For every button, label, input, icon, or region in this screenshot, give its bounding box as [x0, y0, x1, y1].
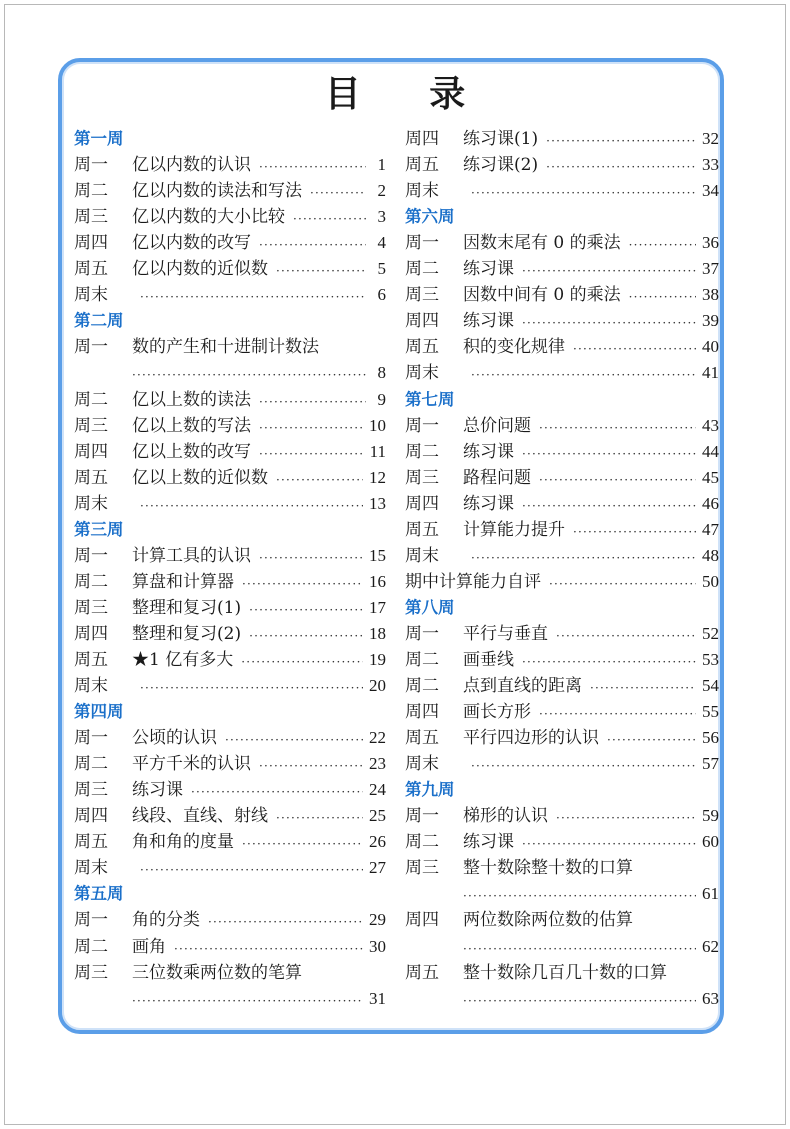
entry-title: 练习课(1): [463, 129, 539, 150]
entry-page: 10: [369, 415, 386, 435]
page-title: 目 录: [324, 73, 494, 115]
toc-entry[interactable]: [405, 827, 719, 853]
dot-leader: [522, 653, 696, 671]
toc-entry-continuation[interactable]: [405, 984, 719, 1010]
week-heading: 第五周: [74, 884, 124, 904]
entry-day: 周末: [74, 285, 108, 306]
entry-day: 周三: [405, 285, 439, 306]
toc-entry[interactable]: [405, 176, 719, 202]
entry-title: 平行与垂直: [463, 623, 548, 644]
toc-entry[interactable]: [74, 931, 386, 957]
toc-entry[interactable]: [405, 853, 719, 879]
toc-entry[interactable]: [405, 515, 719, 541]
entry-title: 整十数除整十数的口算: [463, 858, 633, 879]
dot-leader: [522, 445, 696, 463]
entry-title: 因数末尾有 0 的乘法: [463, 233, 621, 254]
toc-entry[interactable]: [74, 749, 386, 775]
dot-leader: [471, 184, 696, 202]
entry-page: 62: [702, 936, 719, 956]
week-heading: 第三周: [74, 519, 124, 539]
toc-entry[interactable]: [74, 228, 386, 254]
entry-page: 34: [702, 181, 719, 201]
dot-leader: [249, 627, 363, 645]
entry-page: 57: [702, 754, 719, 774]
entry-page: 17: [369, 597, 386, 617]
dot-leader: [549, 575, 696, 593]
dot-leader: [293, 210, 366, 228]
dot-leader: [573, 340, 696, 358]
entry-day: 周末: [74, 858, 108, 879]
toc-entry[interactable]: [405, 150, 719, 176]
entry-day: 周一: [74, 545, 108, 566]
toc-entry[interactable]: [74, 150, 386, 176]
dot-leader: [276, 471, 363, 489]
entry-title: 数的产生和十进制计数法: [132, 337, 319, 358]
entry-day: 周一: [74, 728, 108, 749]
entry-day: 周二: [405, 441, 439, 462]
toc-entry[interactable]: [405, 697, 719, 723]
entry-page: 30: [369, 936, 386, 956]
dot-leader: [522, 497, 696, 515]
week-heading: 第九周: [405, 780, 455, 800]
entry-title: 整理和复习(1): [132, 597, 242, 618]
dot-leader: [259, 236, 366, 254]
dot-leader: [259, 549, 363, 567]
entry-page: 52: [702, 623, 719, 643]
entry-day: 周末: [405, 754, 439, 775]
entry-day: 周四: [405, 311, 439, 332]
toc-entry[interactable]: [74, 671, 386, 697]
entry-title: 整十数除几百几十数的口算: [463, 962, 667, 983]
entry-day: 周四: [405, 129, 439, 150]
entry-page: 4: [377, 233, 386, 253]
dot-leader: [471, 549, 696, 567]
dot-leader: [539, 705, 696, 723]
dot-leader: [471, 757, 696, 775]
toc-entry[interactable]: [74, 801, 386, 827]
toc-entry[interactable]: [405, 723, 719, 749]
entry-title: 整理和复习(2): [132, 623, 242, 644]
toc-entry[interactable]: [74, 254, 386, 280]
toc-entry[interactable]: [405, 228, 719, 254]
entry-page: 27: [369, 858, 386, 878]
entry-title: 点到直线的距离: [463, 676, 582, 697]
week-heading: 第七周: [405, 389, 455, 409]
entry-title: 总价问题: [463, 415, 531, 436]
toc-entry[interactable]: [74, 593, 386, 619]
entry-title: 算盘和计算器: [132, 571, 234, 592]
dot-leader: [556, 809, 696, 827]
entry-page: 43: [702, 415, 719, 435]
entry-page: 20: [369, 676, 386, 696]
dot-leader: [242, 575, 363, 593]
entry-day: 周末: [405, 363, 439, 384]
dot-leader: [140, 497, 363, 515]
toc-entry[interactable]: [405, 645, 719, 671]
entry-day: 周四: [74, 441, 108, 462]
toc-entry[interactable]: [405, 463, 719, 489]
entry-day: 周末: [405, 181, 439, 202]
week-heading: 第八周: [405, 597, 455, 617]
entry-title: 练习课(2): [463, 155, 539, 176]
entry-title: 亿以上数的近似数: [132, 467, 268, 488]
entry-day: 周四: [405, 702, 439, 723]
toc-entry[interactable]: [405, 671, 719, 697]
entry-page: 22: [369, 728, 386, 748]
entry-day: 周二: [405, 676, 439, 697]
dot-leader: [471, 366, 696, 384]
toc-entry-continuation[interactable]: [405, 879, 719, 905]
entry-page: 18: [369, 623, 386, 643]
toc-entry[interactable]: [74, 332, 386, 358]
toc-entry[interactable]: [405, 437, 719, 463]
entry-day: 周五: [74, 649, 108, 670]
entry-page: 38: [702, 285, 719, 305]
week-heading: 第六周: [405, 207, 455, 227]
dot-leader: [310, 184, 366, 202]
dot-leader: [140, 679, 363, 697]
entry-page: 46: [702, 493, 719, 513]
entry-page: 31: [369, 988, 386, 1008]
entry-title: 平行四边形的认识: [463, 728, 599, 749]
dot-leader: [242, 835, 363, 853]
toc-entry[interactable]: [74, 827, 386, 853]
entry-title: 练习课: [132, 780, 183, 801]
entry-title: 期中计算能力自评: [405, 571, 541, 592]
entry-day: 周二: [405, 649, 439, 670]
entry-title: 练习课: [463, 441, 514, 462]
entry-page: 11: [369, 441, 386, 461]
entry-title: 亿以上数的改写: [132, 441, 251, 462]
entry-title: 练习课: [463, 259, 514, 280]
entry-day: 周五: [405, 519, 439, 540]
entry-page: 19: [369, 649, 386, 669]
dot-leader: [463, 992, 696, 1010]
dot-leader: [225, 731, 363, 749]
dot-leader: [539, 471, 696, 489]
entry-title: 计算能力提升: [463, 519, 565, 540]
entry-title: 公顷的认识: [132, 728, 217, 749]
toc-entry[interactable]: [405, 332, 719, 358]
entry-page: 61: [702, 884, 719, 904]
toc-entry[interactable]: [74, 463, 386, 489]
entry-page: 16: [369, 571, 386, 591]
week-heading: 第一周: [74, 129, 124, 149]
toc-entry[interactable]: [405, 619, 719, 645]
dot-leader: [132, 366, 366, 384]
entry-day: 周五: [74, 259, 108, 280]
entry-day: 周二: [405, 832, 439, 853]
entry-title: ★1 亿有多大: [132, 649, 234, 670]
toc-entry-continuation[interactable]: [74, 358, 386, 384]
toc-column-right: [405, 124, 719, 1010]
toc-entry[interactable]: [405, 124, 719, 150]
toc-entry[interactable]: [74, 280, 386, 306]
entry-day: 周四: [74, 233, 108, 254]
entry-page: 25: [369, 806, 386, 826]
entry-page: 55: [702, 702, 719, 722]
entry-title: 三位数乘两位数的笔算: [132, 962, 302, 983]
toc-entry[interactable]: [405, 905, 719, 931]
entry-page: 45: [702, 467, 719, 487]
entry-page: 32: [702, 129, 719, 149]
entry-day: 周二: [74, 181, 108, 202]
toc-entry[interactable]: [74, 489, 386, 515]
dot-leader: [463, 940, 696, 958]
entry-day: 周二: [405, 259, 439, 280]
entry-page: 37: [702, 259, 719, 279]
entry-day: 周五: [74, 467, 108, 488]
entry-title: 角和角的度量: [132, 832, 234, 853]
toc-entry[interactable]: [405, 958, 719, 984]
entry-day: 周一: [74, 155, 108, 176]
entry-day: 周三: [405, 858, 439, 879]
dot-leader: [249, 601, 363, 619]
entry-title: 亿以上数的写法: [132, 415, 251, 436]
entry-title: 路程问题: [463, 467, 531, 488]
toc-entry[interactable]: [74, 384, 386, 410]
entry-day: 周二: [74, 389, 108, 410]
entry-title: 平方千米的认识: [132, 754, 251, 775]
entry-page: 50: [702, 571, 719, 591]
entry-page: 3: [377, 207, 386, 227]
entry-title: 画长方形: [463, 702, 531, 723]
toc-entry[interactable]: [405, 749, 719, 775]
dot-leader: [259, 393, 366, 411]
entry-day: 周一: [405, 623, 439, 644]
entry-day: 周五: [405, 962, 439, 983]
dot-leader: [522, 262, 696, 280]
dot-leader: [590, 679, 696, 697]
toc-entry-continuation[interactable]: [74, 984, 386, 1010]
entry-title: 练习课: [463, 832, 514, 853]
entry-day: 周二: [74, 754, 108, 775]
toc-entry[interactable]: [74, 176, 386, 202]
entry-page: 8: [377, 363, 386, 383]
entry-title: 亿以内数的大小比较: [132, 207, 285, 228]
entry-day: 周四: [405, 910, 439, 931]
dot-leader: [140, 861, 363, 879]
entry-title: 线段、直线、射线: [132, 806, 268, 827]
entry-title: 练习课: [463, 311, 514, 332]
toc-entry[interactable]: [74, 619, 386, 645]
dot-leader: [546, 158, 696, 176]
entry-day: 周三: [74, 207, 108, 228]
dot-leader: [607, 731, 696, 749]
entry-page: 41: [702, 363, 719, 383]
dot-leader: [140, 288, 366, 306]
toc-entry-continuation[interactable]: [405, 931, 719, 957]
entry-day: 周三: [74, 597, 108, 618]
entry-day: 周三: [74, 962, 108, 983]
dot-leader: [573, 523, 696, 541]
dot-leader: [546, 132, 696, 150]
dot-leader: [629, 236, 696, 254]
entry-page: 15: [369, 545, 386, 565]
entry-title: 角的分类: [132, 910, 200, 931]
entry-page: 60: [702, 832, 719, 852]
dot-leader: [259, 158, 366, 176]
entry-page: 26: [369, 832, 386, 852]
entry-page: 56: [702, 728, 719, 748]
entry-day: 周一: [74, 910, 108, 931]
entry-page: 59: [702, 806, 719, 826]
entry-page: 2: [377, 181, 386, 201]
toc-entry[interactable]: [74, 723, 386, 749]
entry-title: 两位数除两位数的估算: [463, 910, 633, 931]
entry-day: 周五: [405, 155, 439, 176]
entry-day: 周二: [74, 936, 108, 957]
toc-entry[interactable]: [405, 567, 719, 593]
entry-day: 周四: [74, 806, 108, 827]
entry-day: 周五: [405, 337, 439, 358]
entry-title: 积的变化规律: [463, 337, 565, 358]
toc-entry[interactable]: [74, 775, 386, 801]
entry-page: 39: [702, 311, 719, 331]
toc-entry[interactable]: [74, 645, 386, 671]
entry-page: 40: [702, 337, 719, 357]
entry-page: 36: [702, 233, 719, 253]
toc-entry[interactable]: [405, 306, 719, 332]
dot-leader: [522, 835, 696, 853]
entry-page: 44: [702, 441, 719, 461]
entry-page: 23: [369, 754, 386, 774]
toc-entry[interactable]: [405, 280, 719, 306]
entry-title: 画角: [132, 936, 166, 957]
entry-day: 周一: [405, 806, 439, 827]
entry-title: 亿以内数的读法和写法: [132, 181, 302, 202]
entry-page: 6: [377, 285, 386, 305]
entry-day: 周一: [74, 337, 108, 358]
entry-day: 周末: [74, 493, 108, 514]
dot-leader: [276, 809, 363, 827]
entry-day: 周三: [74, 780, 108, 801]
dot-leader: [522, 314, 696, 332]
entry-day: 周三: [74, 415, 108, 436]
entry-page: 48: [702, 545, 719, 565]
entry-day: 周末: [405, 545, 439, 566]
entry-title: 亿以内数的改写: [132, 233, 251, 254]
toc-entry[interactable]: [405, 358, 719, 384]
week-heading: 第四周: [74, 702, 124, 722]
dot-leader: [132, 992, 363, 1010]
entry-title: 画垂线: [463, 649, 514, 670]
toc-column-left: [74, 124, 386, 1010]
dot-leader: [259, 445, 364, 463]
entry-page: 29: [369, 910, 386, 930]
dot-leader: [241, 653, 363, 671]
entry-page: 33: [702, 155, 719, 175]
entry-page: 54: [702, 676, 719, 696]
dot-leader: [191, 783, 363, 801]
entry-day: 周一: [405, 233, 439, 254]
toc-entry[interactable]: [74, 437, 386, 463]
entry-title: 亿以内数的认识: [132, 155, 251, 176]
dot-leader: [556, 627, 696, 645]
entry-title: 梯形的认识: [463, 806, 548, 827]
dot-leader: [259, 419, 363, 437]
toc-entry[interactable]: [74, 202, 386, 228]
toc-entry[interactable]: [405, 254, 719, 280]
entry-page: 47: [702, 519, 719, 539]
toc-entry[interactable]: [405, 411, 719, 437]
toc-entry[interactable]: [405, 541, 719, 567]
entry-day: 周四: [405, 493, 439, 514]
entry-day: 周四: [74, 623, 108, 644]
week-heading: 第二周: [74, 311, 124, 331]
toc-entry[interactable]: [74, 541, 386, 567]
entry-day: 周一: [405, 415, 439, 436]
entry-day: 周五: [405, 728, 439, 749]
entry-title: 练习课: [463, 493, 514, 514]
entry-page: 24: [369, 780, 386, 800]
entry-page: 9: [377, 389, 386, 409]
dot-leader: [208, 913, 363, 931]
entry-day: 周末: [74, 676, 108, 697]
entry-title: 因数中间有 0 的乘法: [463, 285, 621, 306]
dot-leader: [174, 940, 363, 958]
entry-title: 亿以上数的读法: [132, 389, 251, 410]
entry-page: 1: [377, 155, 386, 175]
dot-leader: [463, 887, 696, 905]
entry-day: 周五: [74, 832, 108, 853]
entry-page: 12: [369, 467, 386, 487]
entry-day: 周三: [405, 467, 439, 488]
toc-entry[interactable]: [405, 489, 719, 515]
dot-leader: [629, 288, 696, 306]
entry-title: 计算工具的认识: [132, 545, 251, 566]
dot-leader: [276, 262, 366, 280]
toc-entry[interactable]: [74, 958, 386, 984]
toc-entry[interactable]: [74, 567, 386, 593]
entry-page: 13: [369, 493, 386, 513]
entry-page: 5: [377, 259, 386, 279]
toc-entry[interactable]: [405, 801, 719, 827]
toc-entry[interactable]: [74, 905, 386, 931]
dot-leader: [259, 757, 363, 775]
entry-title: 亿以内数的近似数: [132, 259, 268, 280]
entry-page: 63: [702, 988, 719, 1008]
toc-entry[interactable]: [74, 853, 386, 879]
entry-page: 53: [702, 649, 719, 669]
toc-entry[interactable]: [74, 411, 386, 437]
entry-day: 周二: [74, 571, 108, 592]
dot-leader: [539, 419, 696, 437]
